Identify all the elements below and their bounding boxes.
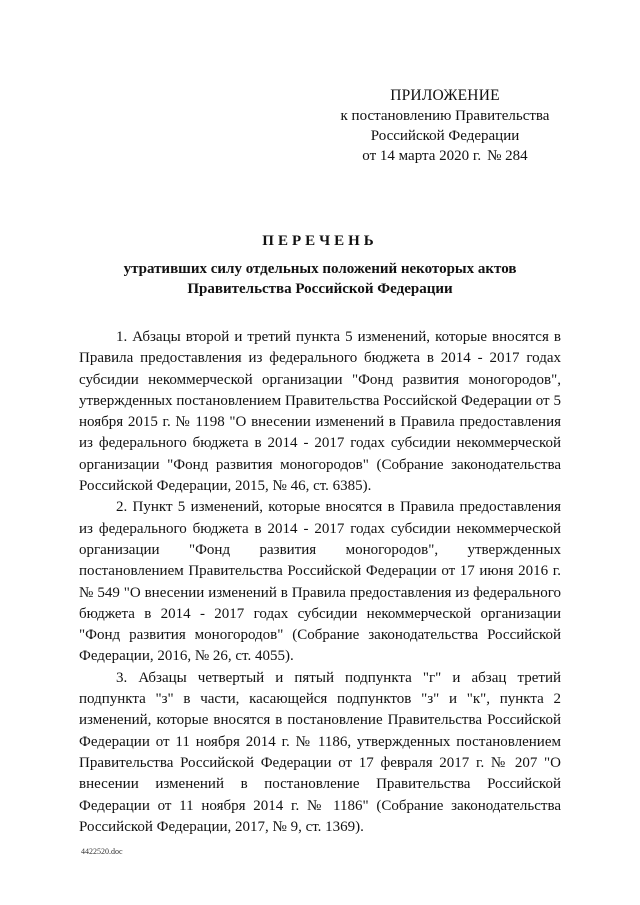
document-subtitle <box>80 259 560 299</box>
subtitle-line-1: утративших силу отдельных положений некоторых актов <box>123 261 517 277</box>
document-title: ПЕРЕЧЕНЬ <box>262 233 378 249</box>
appendix-heading: ПРИЛОЖЕНИЕ <box>390 87 500 104</box>
appendix-date: от 14 марта 2020 г. <box>362 148 482 164</box>
list-item: 2. Пункт 5 изменений, которые вносятся в Правила предоставления из федерального бюджета в 2014 - 2017 годах субсидии некоммерческой организации "Фонд развития моногородов", утвержденных постановлением Правительства Российской Федерации от 17 июня 2016 г. № 549 "О внесении изменений в Правила предоставления из федерального бюджета в 2014 - 2017 годах субсидии некоммерческой организации "Фонд развития моногородов" (Собрание законодательства Российской Федерации, 2016, № 26, ст. 4055). <box>79 499 561 665</box>
document-body <box>79 327 561 838</box>
file-name-footer: 4422520.doc <box>81 847 123 856</box>
subtitle-line-2: Правительства Российской Федерации <box>187 281 453 297</box>
list-item: 1. Абзацы второй и третий пункта 5 изменений, которые вносятся в Правила предоставления из федерального бюджета в 2014 - 2017 годах субсидии некоммерческой организации "Фонд развития моногородов", утвержденных постановлением Правительства Российской Федерации от 5 ноября 2015 г. № 1198 "О внесении изменений в Правила предоставления из федерального бюджета в 2014 - 2017 годах субсидии некоммерческой организации "Фонд развития моногородов" (Собрание законодательства Российской Федерации, 2015, № 46, ст. 6385). <box>79 329 561 495</box>
appendix-date-line <box>330 146 560 166</box>
appendix-line-1: к постановлению Правительства <box>340 108 550 124</box>
appendix-header <box>330 86 560 166</box>
appendix-line-2: Российской Федерации <box>370 128 520 144</box>
list-item: 3. Абзацы четвертый и пятый подпункта "г" и абзац третий подпункта "з" в части, касающейся подпунктов "з" и "к", пункта 2 изменений, которые вносятся в постановление Правительства Российской Федерации от 11 ноября 2014 г. № 1186, утвержденных постановлением Правительства Российской Федерации от 17 февраля 2017 г. № 207 "О внесении изменений в постановление Правительства Российской Федерации от 11 ноября 2014 г. № 1186" (Собрание законодательства Российской Федерации, 2017, № 9, ст. 1369). <box>79 669 561 835</box>
appendix-number: № 284 <box>487 148 528 164</box>
